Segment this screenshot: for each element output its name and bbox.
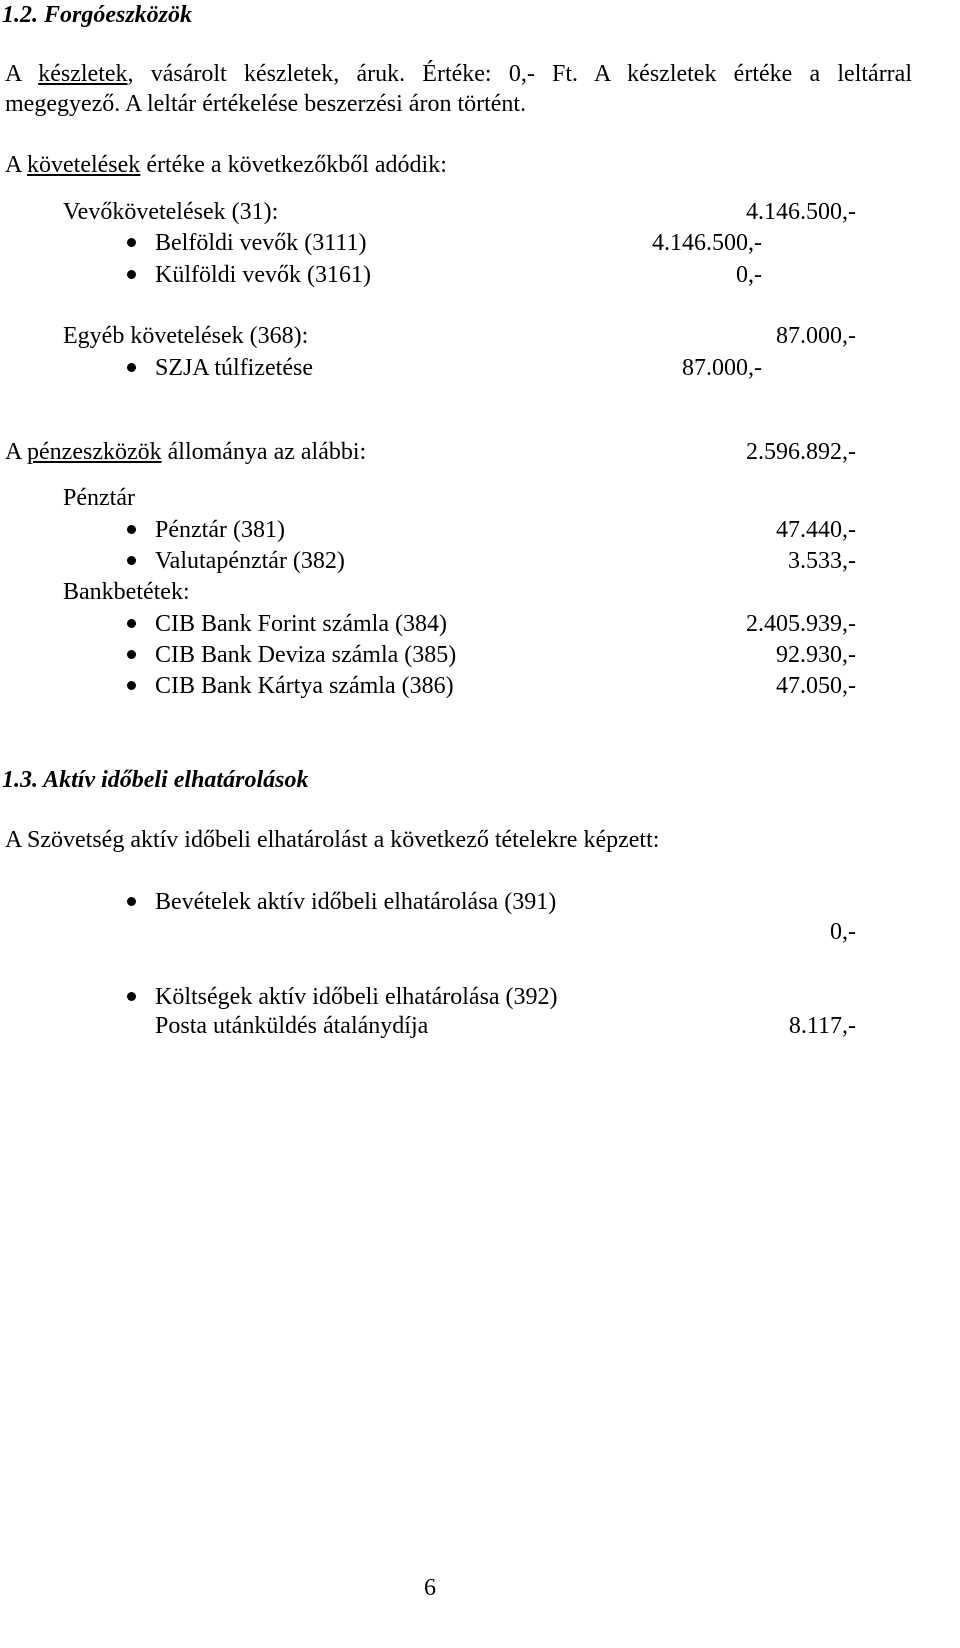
text: A — [5, 439, 28, 465]
list-item-value: 47.050,- — [776, 673, 856, 699]
bullet-icon — [127, 681, 136, 690]
list-item-label: Bevételek aktív időbeli elhatárolása (391) — [155, 889, 557, 915]
list-item-label: CIB Bank Deviza számla (385) — [155, 642, 457, 668]
text: , vásárolt készletek, áruk. Értéke: 0,- Ft. A készletek értéke a leltárral — [127, 61, 912, 87]
list-item-value: 3.533,- — [788, 548, 856, 574]
list-item-label: Költségek aktív időbeli elhatárolása (392) — [155, 984, 558, 1010]
customer-receivables-label: Vevőkövetelések (31): — [63, 199, 279, 225]
bullet-icon — [127, 525, 136, 534]
other-receivables-label: Egyéb követelések (368): — [63, 323, 309, 349]
inventory-term: készletek — [38, 61, 128, 87]
text: értéke a következőkből adódik: — [140, 152, 447, 178]
text: A — [5, 152, 28, 178]
list-item-label: Valutapénztár (382) — [155, 548, 345, 574]
text: A — [5, 61, 39, 87]
bullet-icon — [127, 619, 136, 628]
bank-deposits-label: Bankbetétek: — [63, 579, 190, 605]
other-receivables-total: 87.000,- — [776, 323, 856, 349]
bullet-icon — [127, 363, 136, 372]
section-title: 1.2. Forgóeszközök — [2, 2, 193, 28]
list-item-label: Belföldi vevők (3111) — [155, 230, 367, 256]
inventory-paragraph-line2: megegyező. A leltár értékelése beszerzési áron történt. — [5, 91, 527, 117]
accruals-intro: A Szövetség aktív időbeli elhatárolást a következő tételekre képzett: — [5, 827, 660, 853]
list-item-value: 2.405.939,- — [746, 611, 856, 637]
petty-cash-label: Pénztár — [63, 485, 135, 511]
list-item-label: CIB Bank Kártya számla (386) — [155, 673, 454, 699]
bullet-icon — [127, 556, 136, 565]
list-item-label: Pénztár (381) — [155, 517, 285, 543]
list-item-value: 0,- — [830, 919, 856, 945]
receivables-term: követelések — [27, 152, 141, 178]
list-item-label: CIB Bank Forint számla (384) — [155, 611, 447, 637]
bullet-icon — [127, 992, 136, 1001]
cash-total: 2.596.892,- — [746, 439, 856, 465]
list-item-value: 47.440,- — [776, 517, 856, 543]
list-item-value: 4.146.500,- — [652, 230, 762, 256]
list-item-value: 87.000,- — [682, 355, 762, 381]
bullet-icon — [127, 270, 136, 279]
customer-receivables-total: 4.146.500,- — [746, 199, 856, 225]
text: állománya az alábbi: — [161, 439, 367, 465]
cash-intro — [5, 438, 366, 466]
bullet-icon — [127, 897, 136, 906]
section-title: 1.3. Aktív időbeli elhatárolások — [2, 767, 309, 793]
list-item-label: SZJA túlfizetése — [155, 355, 313, 381]
list-item-value: 0,- — [736, 262, 762, 288]
list-item-sublabel: Posta utánküldés átalánydíja — [155, 1013, 429, 1039]
cash-term: pénzeszközök — [27, 439, 162, 465]
page-number: 6 — [424, 1575, 436, 1601]
list-item-value: 92.930,- — [776, 642, 856, 668]
list-item-label: Külföldi vevők (3161) — [155, 262, 371, 288]
bullet-icon — [127, 238, 136, 247]
receivables-intro — [5, 151, 447, 179]
inventory-paragraph-line1 — [5, 60, 912, 88]
bullet-icon — [127, 650, 136, 659]
list-item-value: 8.117,- — [788, 1013, 856, 1039]
